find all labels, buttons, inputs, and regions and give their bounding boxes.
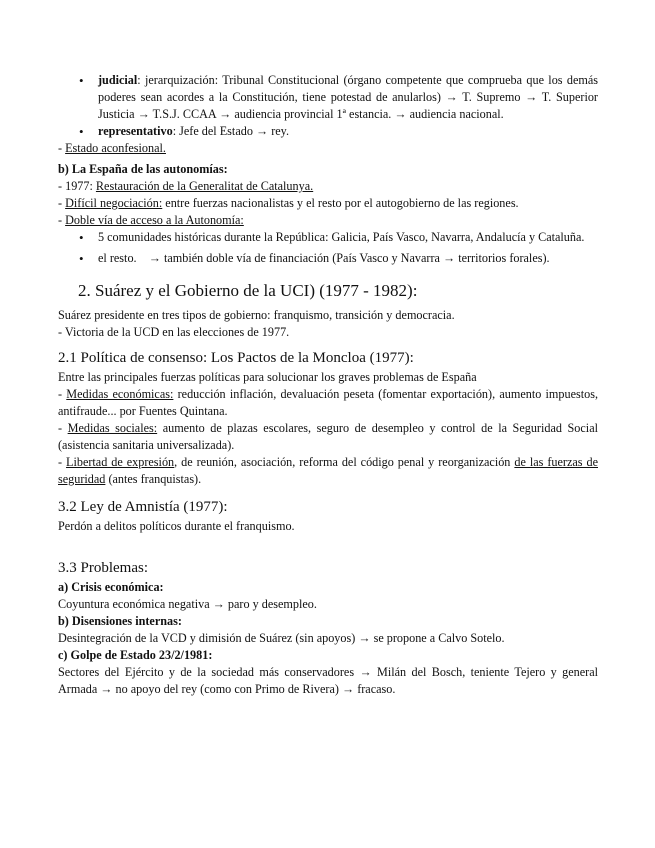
section-2-1-heading: 2.1 Política de consenso: Los Pactos de la Moncloa (1977): [58,350,414,366]
paragraph [58,454,598,488]
fuerzas-seguridad-text: de las fuerzas de seguridad [58,455,598,486]
libertad-text: , de reunión, asociación, reforma del código penal y reorganización [174,455,515,469]
dash-prefix: - [58,141,66,155]
doble-via-label: Doble vía de acceso a la Autonomía: [65,213,244,227]
autonomias-list [58,229,598,267]
dash-prefix: - [58,213,66,227]
section-2-heading: 2. Suárez y el Gobierno de la UCI) (1977 - 1982): [78,281,418,300]
autonomias-heading: b) La España de las autonomías: [58,162,228,176]
paragraph: Sectores del Ejército y de la sociedad más conservadores → Milán del Bosch, teniente Tejero y general Armada → no apoyo del rey (como con Primo de Rivera) → fracaso. [58,665,598,696]
paragraph [58,195,598,212]
poderes-list [58,72,598,140]
list-item: • el resto. → también doble vía de financiación (País Vasco y Navarra → territorios forales). [98,250,598,267]
line-prefix: - 1977: [58,179,96,193]
section-3-3-heading: 3.3 Problemas: [58,560,148,576]
generalitat-text: Restauración de la Generalitat de Catalunya. [95,179,314,193]
paragraph: Coyuntura económica negativa → paro y desempleo. [58,597,317,611]
list-item: • 5 comunidades históricas durante la República: Galicia, País Vasco, Navarra, Andalucía y Cataluña. [98,229,598,246]
judicial-term: judicial [98,73,138,87]
disensiones-heading: b) Disensiones internas: [58,614,182,628]
paragraph: - Victoria de la UCD en las elecciones de 1977. [58,325,290,339]
aconfesional-text: Estado aconfesional. [65,141,166,155]
dash-prefix: - [58,387,67,401]
negociacion-text: entre fuerzas nacionalistas y el resto por el autogobierno de las regiones. [162,196,519,210]
paragraph: Perdón a delitos políticos durante el franquismo. [58,519,295,533]
medidas-economicas-text: reducción inflación, devaluación peseta (fomentar exportación), aumento impuestos, antifraude... por Fuentes Quintana. [58,387,598,418]
dash-prefix: - [58,455,67,469]
paragraph: Entre las principales fuerzas políticas para solucionar los graves problemas de España [58,370,477,384]
dash-prefix: - [58,196,66,210]
section-3-2-heading: 3.2 Ley de Amnistía (1977): [58,499,228,515]
document-page [58,72,598,698]
paragraph [58,178,598,195]
crisis-heading: a) Crisis económica: [58,580,164,594]
paragraph [58,386,598,420]
medidas-sociales-label: Medidas sociales: [67,421,158,435]
judicial-text: : jerarquización: Tribunal Constitucional (órgano competente que comprueba que los demás poderes sean acordes a la Constitución, tiene potestad de anularlos) → T. Supremo → T. Superior Justicia → T.S.J. CCAA → audiencia provincial 1ª estancia. → audiencia nacional. [98,73,598,121]
medidas-economicas-label: Medidas económicas: [66,387,174,401]
representativo-term: representativo [98,124,173,138]
golpe-heading: c) Golpe de Estado 23/2/1981: [58,648,213,662]
libertad-rest-text: (antes franquistas). [105,472,202,486]
negociacion-label: Difícil negociación: [65,196,163,210]
libertad-label: Libertad de expresión [66,455,175,469]
paragraph [58,212,598,229]
list-item [98,123,598,140]
list-item [98,72,598,123]
dash-prefix: - [58,421,68,435]
paragraph [58,140,598,157]
paragraph [58,420,598,454]
representativo-text: : Jefe del Estado → rey. [172,124,290,138]
medidas-sociales-text: aumento de plazas escolares, seguro de desempleo y control de la Seguridad Social (asistencia sanitaria universalizada). [58,421,598,452]
paragraph: Suárez presidente en tres tipos de gobierno: franquismo, transición y democracia. [58,308,455,322]
paragraph: Desintegración de la VCD y dimisión de Suárez (sin apoyos) → se propone a Calvo Sotelo. [58,631,505,645]
